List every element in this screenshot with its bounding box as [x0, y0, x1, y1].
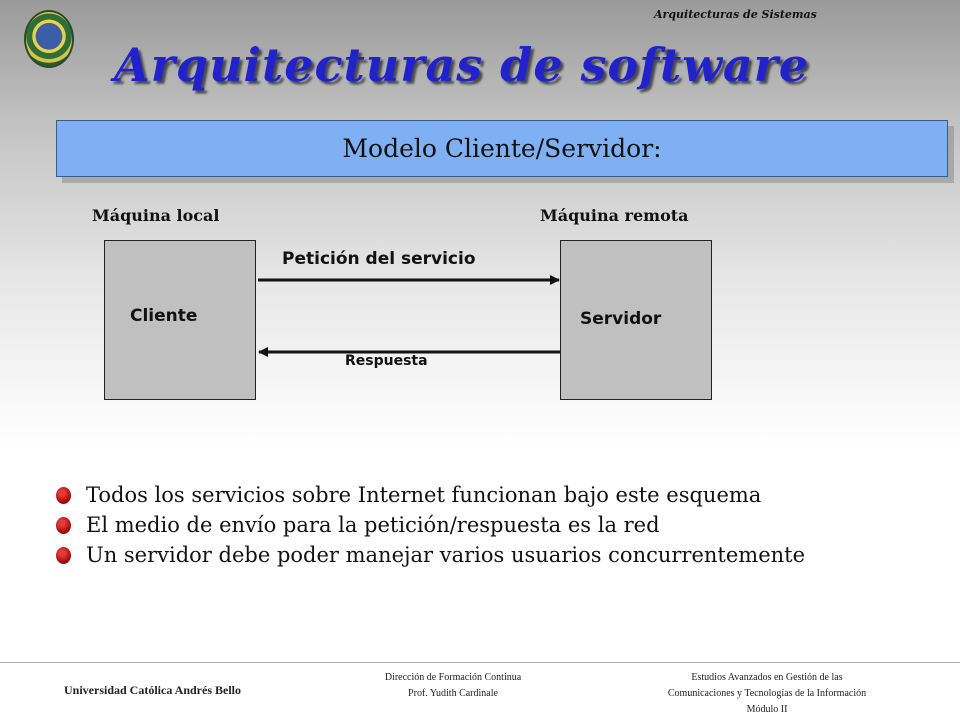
list-item	[56, 480, 816, 510]
remote-machine-label: Máquina remota	[540, 206, 689, 225]
list-item	[56, 510, 816, 540]
client-label: Cliente	[130, 306, 198, 326]
footer-right-line: Comunicaciones y Tecnologías de la Información	[667, 688, 867, 699]
request-label: Petición del servicio	[282, 249, 476, 269]
bullet-icon	[56, 517, 71, 534]
footer-center	[348, 670, 558, 702]
footer-center-line: Prof. Yudith Cardinale	[408, 688, 498, 699]
footer-right	[632, 670, 902, 718]
bullet-icon	[56, 487, 71, 504]
subtitle-text: Modelo Cliente/Servidor:	[342, 134, 662, 163]
footer-center-line: Dirección de Formación Continua	[384, 672, 522, 683]
bullet-list	[56, 480, 816, 570]
bullet-text: Todos los servicios sobre Internet funcionan bajo este esquema	[86, 483, 762, 507]
bullet-icon	[56, 547, 71, 564]
page-title: Arquitecturas de software	[114, 38, 810, 92]
footer-university: Universidad Católica Andrés Bello	[64, 683, 242, 697]
footer-right-line: Módulo II	[746, 704, 788, 715]
footer-divider	[0, 662, 960, 663]
bullet-text: Un servidor debe poder manejar varios usuarios concurrentemente	[86, 543, 806, 567]
header-caption: Arquitecturas de Sistemas	[654, 8, 817, 21]
bullet-text: El medio de envío para la petición/respuesta es la red	[86, 513, 660, 537]
footer-right-line: Estudios Avanzados en Gestión de las	[691, 672, 843, 683]
list-item	[56, 540, 816, 570]
local-machine-label: Máquina local	[92, 206, 220, 225]
server-label: Servidor	[580, 309, 662, 329]
response-label: Respuesta	[345, 353, 428, 369]
